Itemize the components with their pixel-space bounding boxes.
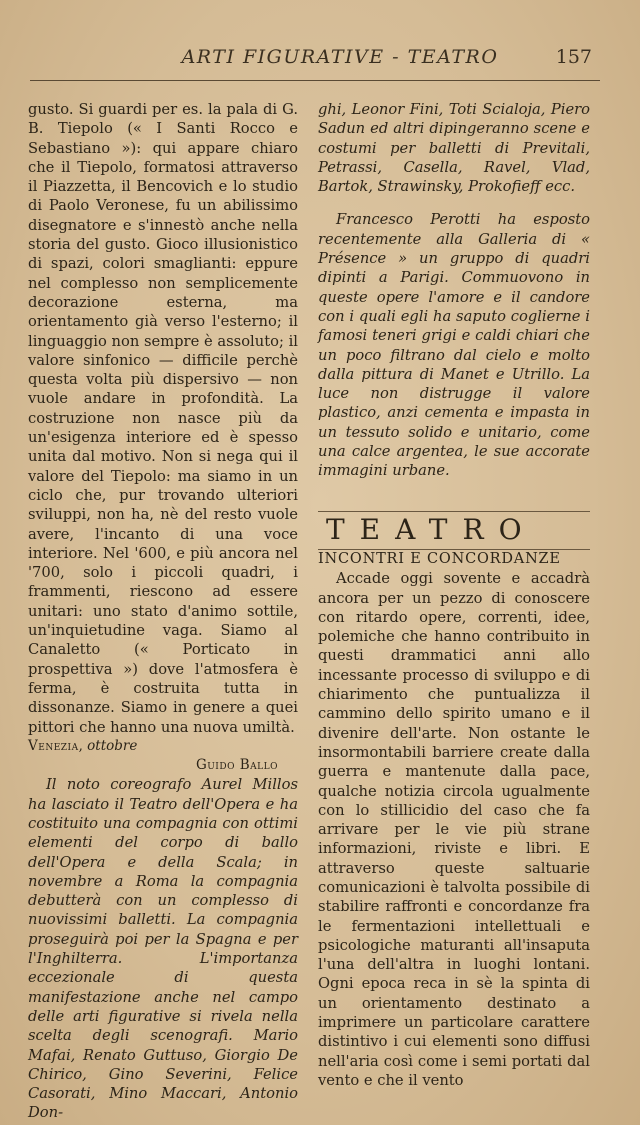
- header-rule: [30, 80, 600, 81]
- running-title: ARTI FIGURATIVE - TEATRO: [181, 46, 499, 68]
- article-body: Accade oggi sovente e accadrà ancora per un pezzo di conoscere con ritardo opere, correnti, idee, polemiche che hanno contribuito in questi drammatici anni allo incessante processo di sviluppo e di chiarimento che puntualizza il cammino dello spirito umano e il divenire dell'arte. Non ostante le insormontabili barriere create dalla guerra e mantenute dalla pace, qualche notizia circola ugualmente con lo stillicidio del caso che fa arrivare per le vie più strane informazioni, riviste e libri. E attraverso queste saltuarie comunicazioni è talvolta possibile di stabilire raffronti e concordanze fra le fermentazioni intellettuali e psicologiche maturanti all'insaputa l'una dell'altra in luoghi lontani. Ogni epoca reca in sè la spinta di un orientamento destinato a imprimere un particolare carattere distintivo i cui elementi sono diffusi nell'aria così come i semi portati dal vento e che il vento: [318, 570, 590, 1089]
- page-number: 157: [555, 46, 592, 68]
- article-paragraph: gusto. Si guardi per es. la pala di G. B. Tiepolo (« I Santi Rocco e Sebastiano »): qui appare chiaro che il Tiepolo, formatosi attraverso il Piazzetta, il Bencovich e lo studio di Paolo Veronese, fu un abilissimo disegnatore e s'innestò anche nella storia del gusto. Gioco illusionistico di spazi, colori smaglianti: eppure nel complesso non semplicemente decorazione esterna, ma orientamento già verso l'esterno; il linguaggio non sempre è assoluto; il valore sinfonico — difficile perchè questa volta più dispersivo — non vuole andare in profondità. La costruzione non nasce più da un'esigenza interiore ed è spesso unita dal motivo. Non si nega qui il valore del Tiepolo: ma siamo in un ciclo che, pur trovando ulteriori sviluppi, non ha, nè del resto vuole avere, l'incanto di una voce interiore. Nel '600, e più ancora nel '700, solo i piccoli quadri, i frammenti, riescono ad essere unitari: uno stato d'animo sottile, un'inquietudine vaga. Siamo al Canaletto (« Porticato in prospettiva ») dove l'atmosfera è ferma, è costruita tutta in dissonanze. Siamo in genere a quei pittori che hanno una nuova umiltà.: [28, 101, 298, 736]
- section-title: TEATRO: [326, 512, 537, 546]
- perotti-note: Francesco Perotti ha esposto recentemente alla Galleria di « Présence » un gruppo di quadri dipinti a Parigi. Commuovono in queste opere l'amore e il candore con i quali egli ha saputo coglierne i famosi teneri grigi e caldi chiari che un poco filtrano dal cielo e molto dalla pittura di Manet e Utrillo. La luce non distrugge il valore plastico, anzi cementa e impasta in un tessuto solido e unitario, come una calce argentea, le sue accorate immagini urbane.: [318, 211, 590, 480]
- signature-author: Guido Ballo: [195, 757, 278, 774]
- running-header: [40, 46, 600, 76]
- signature-place: Venezia, ottobre: [28, 737, 138, 754]
- section-top-rule: [318, 511, 590, 512]
- millos-note: Il noto coreografo Aurel Millos ha lasciato il Teatro dell'Opera e ha costituito una compagnia con ottimi elementi del corpo di ballo dell'Opera e della Scala; in novembre a Roma la compagnia debutterà con un complesso di nuovissimi balletti. La compagnia proseguirà poi per la Spagna e per l'Inghilterra. L'importanza eccezionale di questa manifestazione anche nel campo delle arti figurative si rivela nella scelta degli scenografi. Mario Mafai, Renato Guttuso, Giorgio De Chirico, Gino Severini, Felice Casorati, Mino Maccari, Antonio Don-: [28, 776, 298, 1122]
- right-column: [318, 100, 590, 1090]
- article-subhead: INCONTRI E CONCORDANZE: [318, 550, 561, 567]
- signature-month: ottobre: [87, 737, 138, 754]
- millos-note-continued: ghi, Leonor Fini, Toti Scialoja, Piero Sadun ed altri dipingeranno scene e costumi per balletti di Previtali, Petrassi, Casella, Ravel, Vlad, Bartok, Strawinsky, Prokofieff ecc.: [318, 101, 590, 196]
- left-column: [28, 100, 298, 1123]
- signature-city: Venezia: [28, 737, 79, 754]
